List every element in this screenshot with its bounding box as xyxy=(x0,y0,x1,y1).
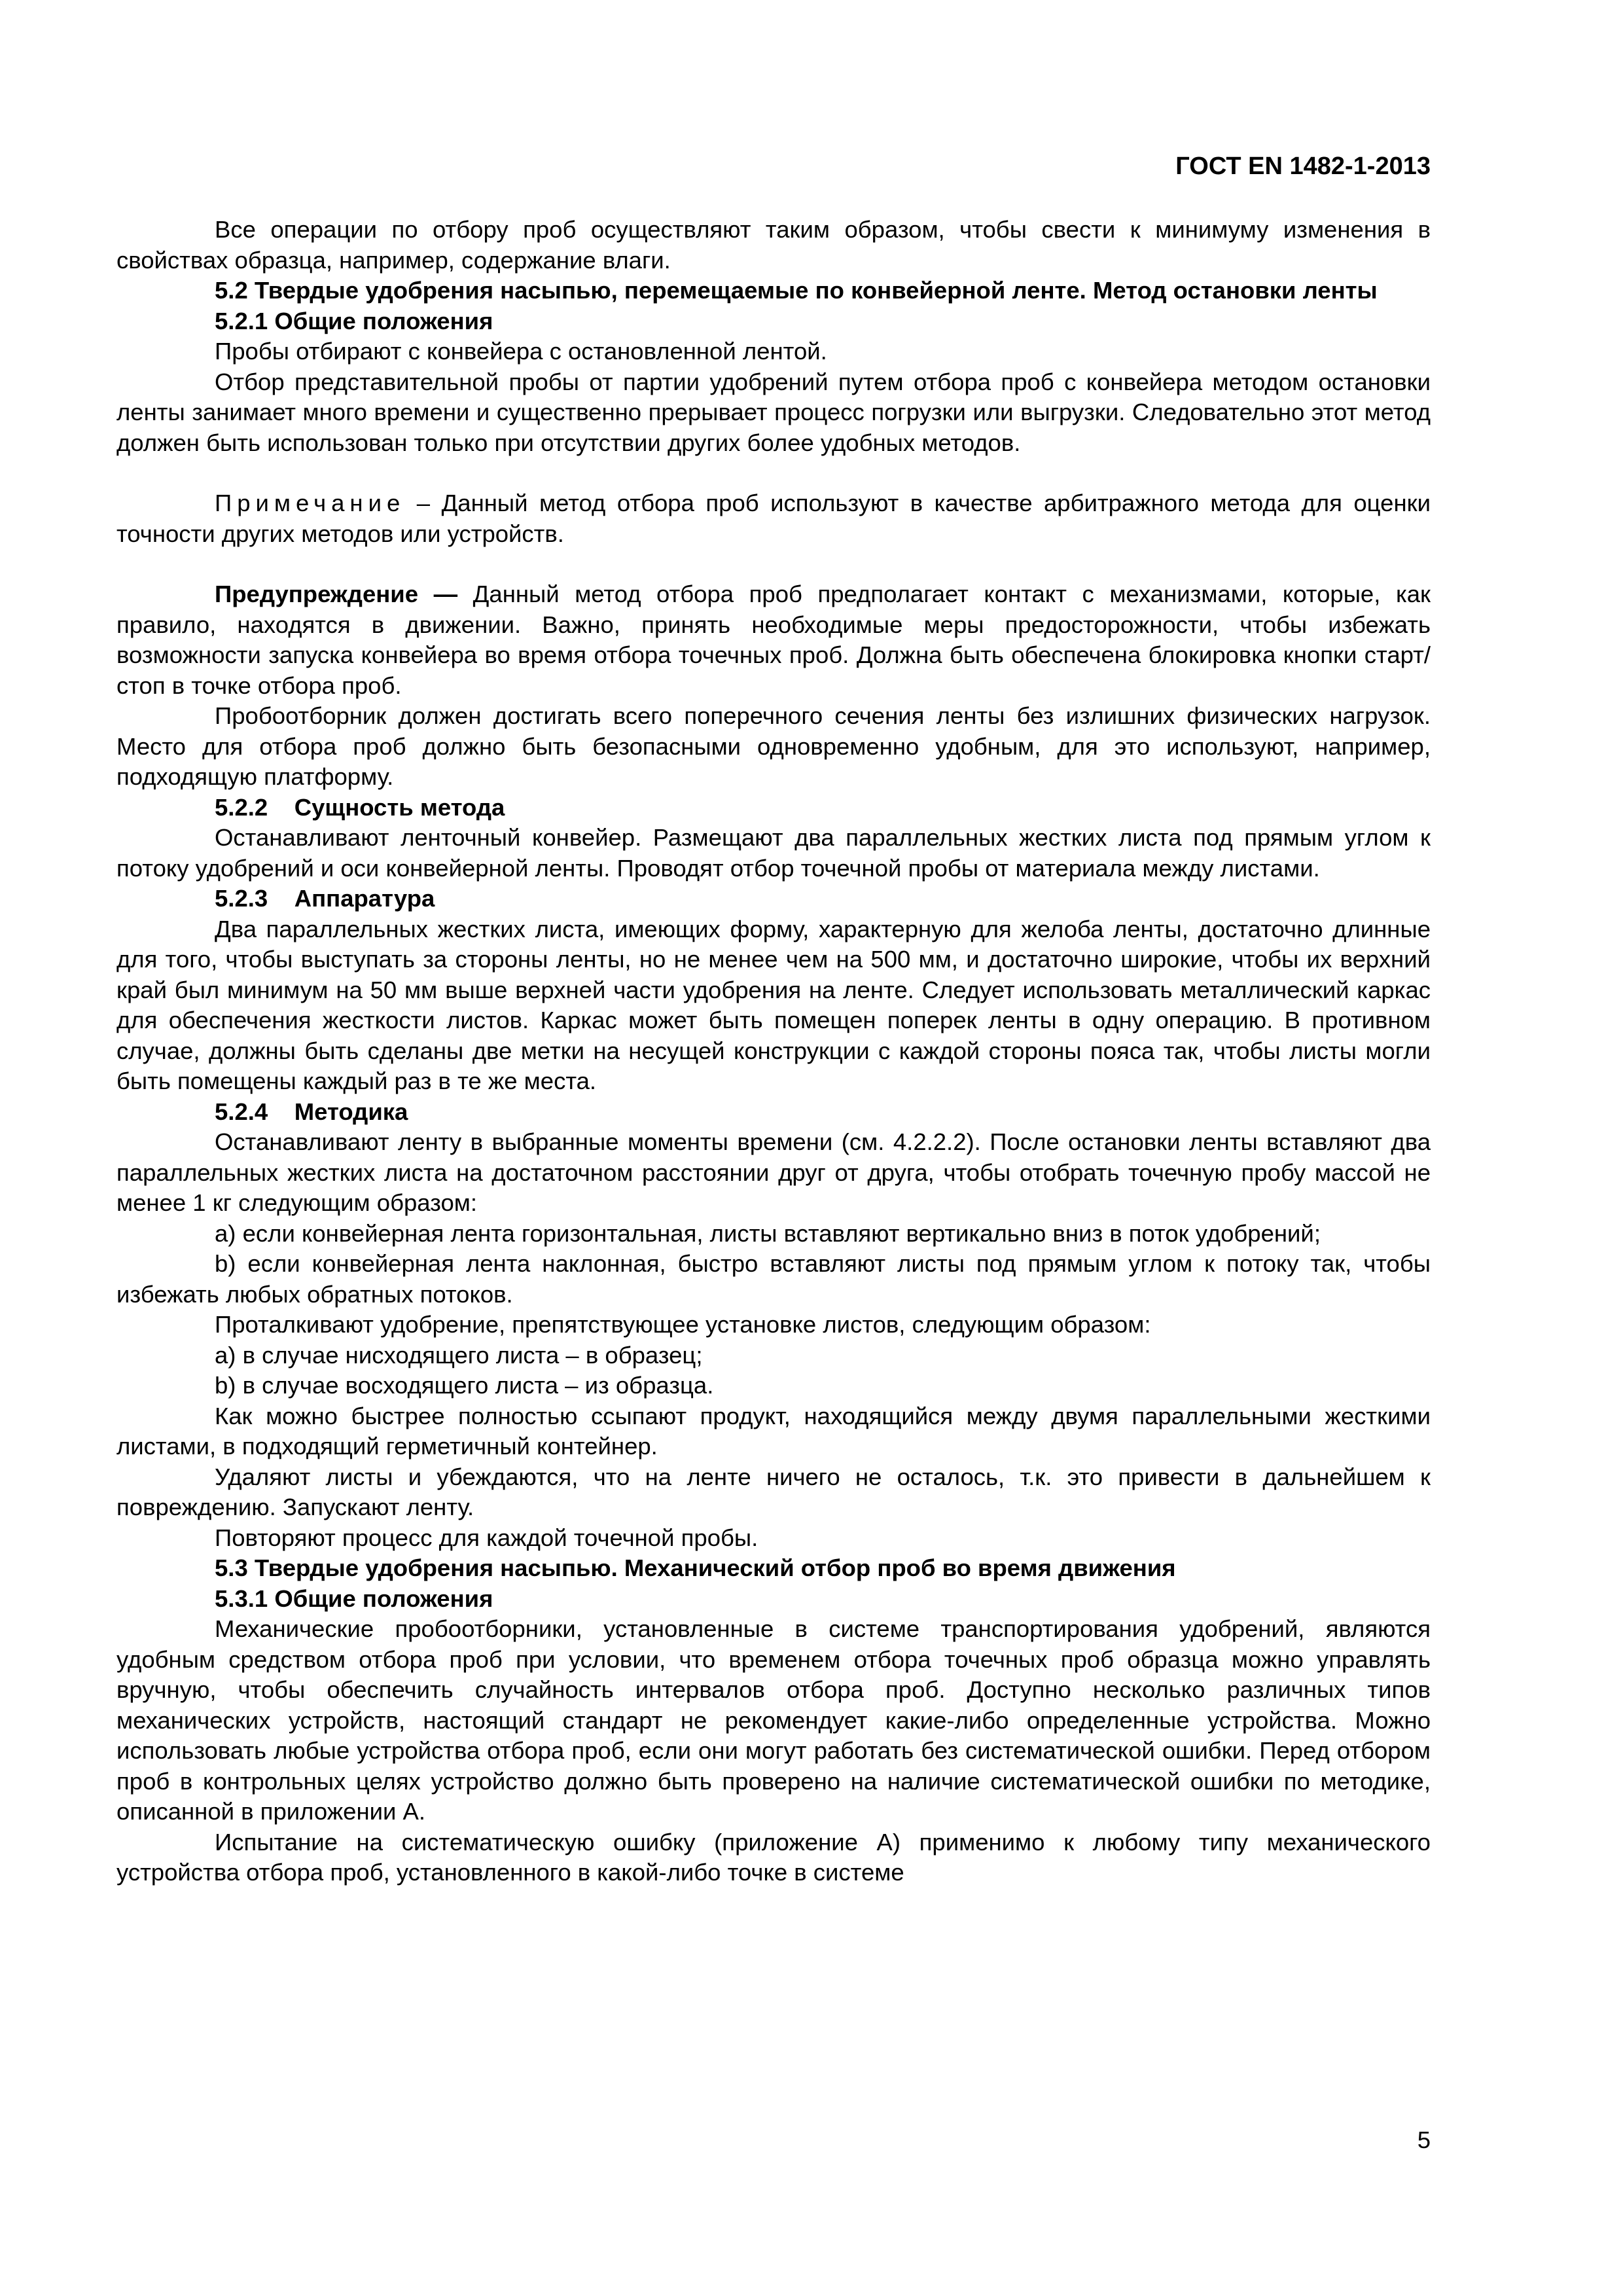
subsection-heading: 5.2.2 Сущность метода xyxy=(215,793,505,821)
section-heading: 5.3 Твердые удобрения насыпью. Механический отбор проб во время движения xyxy=(215,1554,1176,1581)
paragraph: Останавливают ленточный конвейер. Размещают два параллельных жестких листа под прямым углом к потоку удобрений и оси конвейерной ленты. Проводят отбор точечной пробы от материала между листами. xyxy=(116,824,1431,882)
paragraph: Повторяют процесс для каждой точечной пробы. xyxy=(215,1524,758,1551)
paragraph: Все операции по отбору проб осуществляют таким образом, чтобы свести к минимуму изменения в свойствах образца, например, содержание влаги. xyxy=(116,216,1431,274)
paragraph: Как можно быстрее полностью ссыпают продукт, находящийся между двумя параллельными жесткими листами, в подходящий герметичный контейнер. xyxy=(116,1402,1431,1460)
warning-label: Предупреждение — xyxy=(215,581,458,607)
list-item: b) в случае восходящего листа – из образца. xyxy=(215,1372,714,1399)
paragraph: Останавливают ленту в выбранные моменты времени (см. 4.2.2.2). После остановки ленты вставляют два параллельных жестких листа на достаточном расстоянии друг от друга, чтобы отобрать точечную пробу массой не менее 1 кг следующим образом: xyxy=(116,1128,1431,1216)
paragraph: Пробоотборник должен достигать всего поперечного сечения ленты без излишних физических нагрузок. Место для отбора проб должно быть безопасными одновременно удобным, для это используют, например, подходящую платформу. xyxy=(116,702,1431,790)
spacer xyxy=(116,549,1431,579)
spacer xyxy=(116,458,1431,488)
warning-text: Данный метод отбора проб предполагает контакт с механизмами, которые, как правило, находятся в движении. Важно, принять необходимые меры предосторожности, чтобы избежать возможности запуска конвейера во время отбора точечных проб. Должна быть обеспечена блокировка кнопки старт/стоп в точке отбора проб. xyxy=(116,581,1431,699)
note-text: – Данный метод отбора проб используют в качестве арбитражного метода для оценки точности других методов или устройств. xyxy=(116,490,1431,547)
page-number: 5 xyxy=(1417,2126,1431,2153)
note-label: Примечание xyxy=(215,490,406,516)
document-body xyxy=(116,215,1431,1888)
paragraph: Отбор представительной пробы от партии удобрений путем отбора проб с конвейера методом остановки ленты занимает много времени и существенно прерывает процесс погрузки или выгрузки. Следовательно этот метод должен быть использован только при отсутствии других более удобных методов. xyxy=(116,368,1431,456)
warning-paragraph xyxy=(116,579,1431,701)
paragraph: Механические пробоотборники, установленные в системе транспортирования удобрений, являются удобным средством отбора проб при условии, что временем отбора точечных проб образца можно управлять вручную, чтобы обеспечить случайность интервалов отбора проб. Доступно несколько различных типов механических устройств, настоящий стандарт не рекомендует какие-либо определенные устройства. Можно использовать любые устройства отбора проб, если они могут работать без систематической ошибки. Перед отбором проб в контрольных целях устройство должно быть проверено на наличие систематической ошибки по методике, описанной в приложении А. xyxy=(116,1615,1431,1825)
list-item: b) если конвейерная лента наклонная, быстро вставляют листы под прямым углом к потоку так, чтобы избежать любых обратных потоков. xyxy=(116,1250,1431,1308)
paragraph: Проталкивают удобрение, препятствующее установке листов, следующим образом: xyxy=(215,1311,1151,1338)
note-paragraph xyxy=(116,488,1431,549)
subsection-heading: 5.2.4 Методика xyxy=(215,1098,408,1125)
section-heading: 5.2 Твердые удобрения насыпью, перемещаемые по конвейерной ленте. Метод остановки ленты xyxy=(215,277,1378,304)
paragraph: Два параллельных жестких листа, имеющих форму, характерную для желоба ленты, достаточно длинные для того, чтобы выступать за стороны ленты, но не менее чем на 500 мм, и достаточно широкие, чтобы их верхний край был минимум на 50 мм выше верхней части удобрения на ленте. Следует использовать металлический каркас для обеспечения жесткости листов. Каркас может быть помещен поперек ленты в одну операцию. В противном случае, должны быть сделаны две метки на несущей конструкции с каждой стороны пояса так, чтобы листы могли быть помещены каждый раз в те же места. xyxy=(116,915,1431,1094)
paragraph: Пробы отбирают с конвейера с остановленной лентой. xyxy=(215,338,827,365)
list-item: a) если конвейерная лента горизонтальная, листы вставляют вертикально вниз в поток удобрений; xyxy=(215,1219,1321,1247)
document-header: ГОСТ EN 1482-1-2013 xyxy=(1175,152,1431,180)
subsection-heading: 5.3.1 Общие положения xyxy=(215,1585,493,1612)
paragraph: Испытание на систематическую ошибку (приложение А) применимо к любому типу механического устройства отбора проб, установленного в какой-либо точке в системе xyxy=(116,1828,1431,1886)
subsection-heading: 5.2.3 Аппаратура xyxy=(215,885,435,912)
paragraph: Удаляют листы и убеждаются, что на ленте ничего не осталось, т.к. это привести в дальнейшем к повреждению. Запускают ленту. xyxy=(116,1463,1431,1520)
list-item: a) в случае нисходящего листа – в образец; xyxy=(215,1341,703,1369)
subsection-heading: 5.2.1 Общие положения xyxy=(215,307,493,334)
